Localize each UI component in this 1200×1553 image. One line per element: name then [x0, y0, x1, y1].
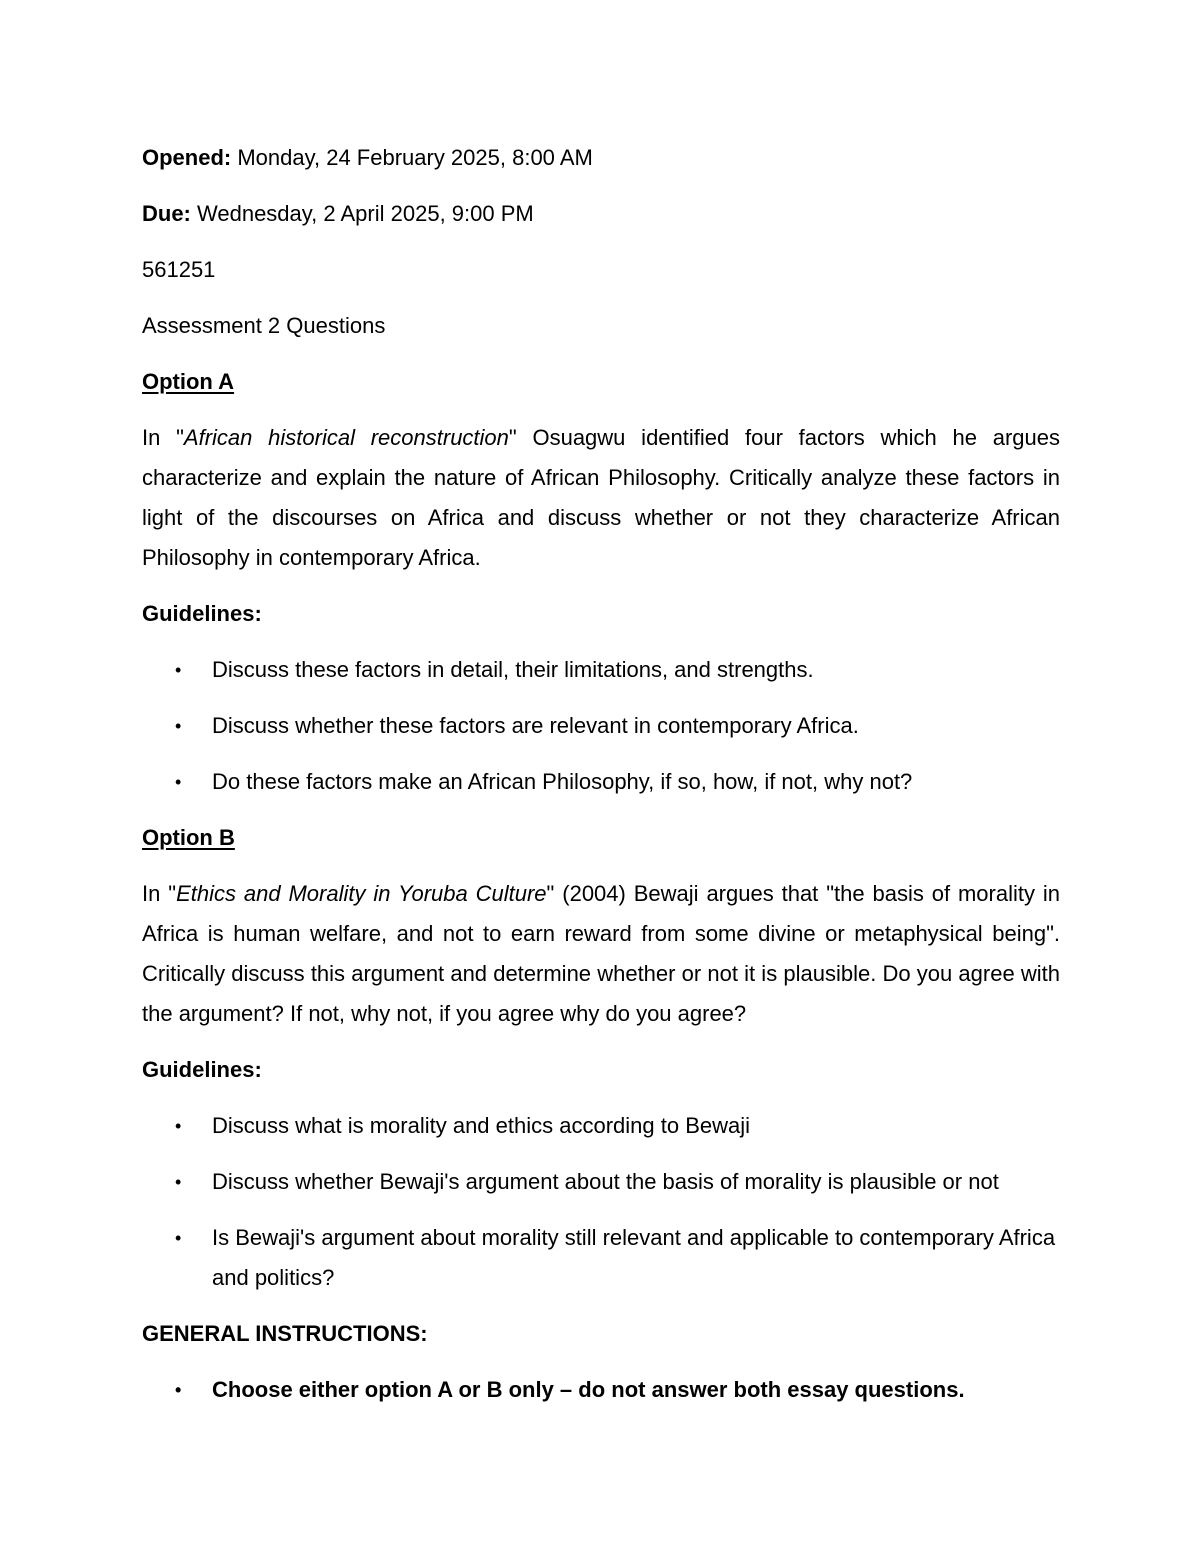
option-b-question [142, 874, 1060, 1034]
list-item [175, 1162, 1060, 1202]
option-b-guidelines-label: Guidelines: [142, 1057, 262, 1082]
option-b-source-title: Ethics and Morality in Yoruba Culture [176, 881, 547, 906]
bullet-icon: • [175, 716, 182, 736]
due-value: Wednesday, 2 April 2025, 9:00 PM [190, 201, 534, 226]
opened-line [142, 138, 1060, 194]
assessment-heading: Assessment 2 Questions [142, 313, 386, 338]
list-item [175, 1106, 1060, 1146]
guideline-text: Discuss whether these factors are relevant in contemporary Africa. [212, 713, 859, 738]
option-b-text-pre: In " [142, 881, 177, 906]
option-a-text-post: " Osuagwu identified four factors which he argues characterize and explain the nature of African Philosophy. Critically analyze these factors in light of the discourses on Africa and discuss whether or not they characterize African Philosophy in contemporary Africa. [142, 425, 1060, 570]
list-item [175, 706, 1060, 746]
general-instructions-label: GENERAL INSTRUCTIONS: [142, 1321, 428, 1346]
list-item [175, 762, 1060, 802]
option-b-text-post: " (2004) Bewaji argues that "the basis of morality in Africa is human welfare, and not to earn reward from some divine or metaphysical being". Critically discuss this argument and determine whether or not it is plausible. Do you agree with the argument? If not, why not, if you agree why do you agree? [142, 881, 1061, 1026]
option-b-title: Option B [142, 825, 235, 850]
list-item [175, 1370, 1060, 1410]
general-instructions-list [142, 1370, 1060, 1410]
option-b-guidelines-list [142, 1106, 1060, 1298]
bullet-icon: • [175, 660, 182, 680]
opened-label: Opened: [142, 145, 232, 170]
guideline-text: Discuss these factors in detail, their limitations, and strengths. [212, 657, 814, 682]
instruction-text: Choose either option A or B only – do not answer both essay questions. [212, 1377, 965, 1402]
bullet-icon: • [175, 1228, 182, 1248]
opened-value: Monday, 24 February 2025, 8:00 AM [231, 145, 593, 170]
option-a-guidelines-list [142, 650, 1060, 802]
guideline-text: Is Bewaji's argument about morality still relevant and applicable to contemporary Africa and politics? [212, 1225, 1056, 1290]
bullet-icon: • [175, 1172, 182, 1192]
assessment-code: 561251 [142, 257, 216, 282]
option-a-question [142, 418, 1060, 578]
guideline-text: Do these factors make an African Philosophy, if so, how, if not, why not? [212, 769, 913, 794]
option-a-source-title: African historical reconstruction [183, 425, 509, 450]
list-item [175, 1218, 1060, 1298]
list-item [175, 650, 1060, 690]
bullet-icon: • [175, 1380, 182, 1400]
option-a-title: Option A [142, 369, 235, 394]
guideline-text: Discuss whether Bewaji's argument about the basis of morality is plausible or not [212, 1169, 999, 1194]
document-content [142, 138, 1060, 1426]
guideline-text: Discuss what is morality and ethics according to Bewaji [212, 1113, 751, 1138]
due-line [142, 194, 1060, 250]
bullet-icon: • [175, 772, 182, 792]
option-a-text-pre: In " [142, 425, 184, 450]
due-label: Due: [142, 201, 191, 226]
option-a-guidelines-label: Guidelines: [142, 601, 262, 626]
bullet-icon: • [175, 1116, 182, 1136]
